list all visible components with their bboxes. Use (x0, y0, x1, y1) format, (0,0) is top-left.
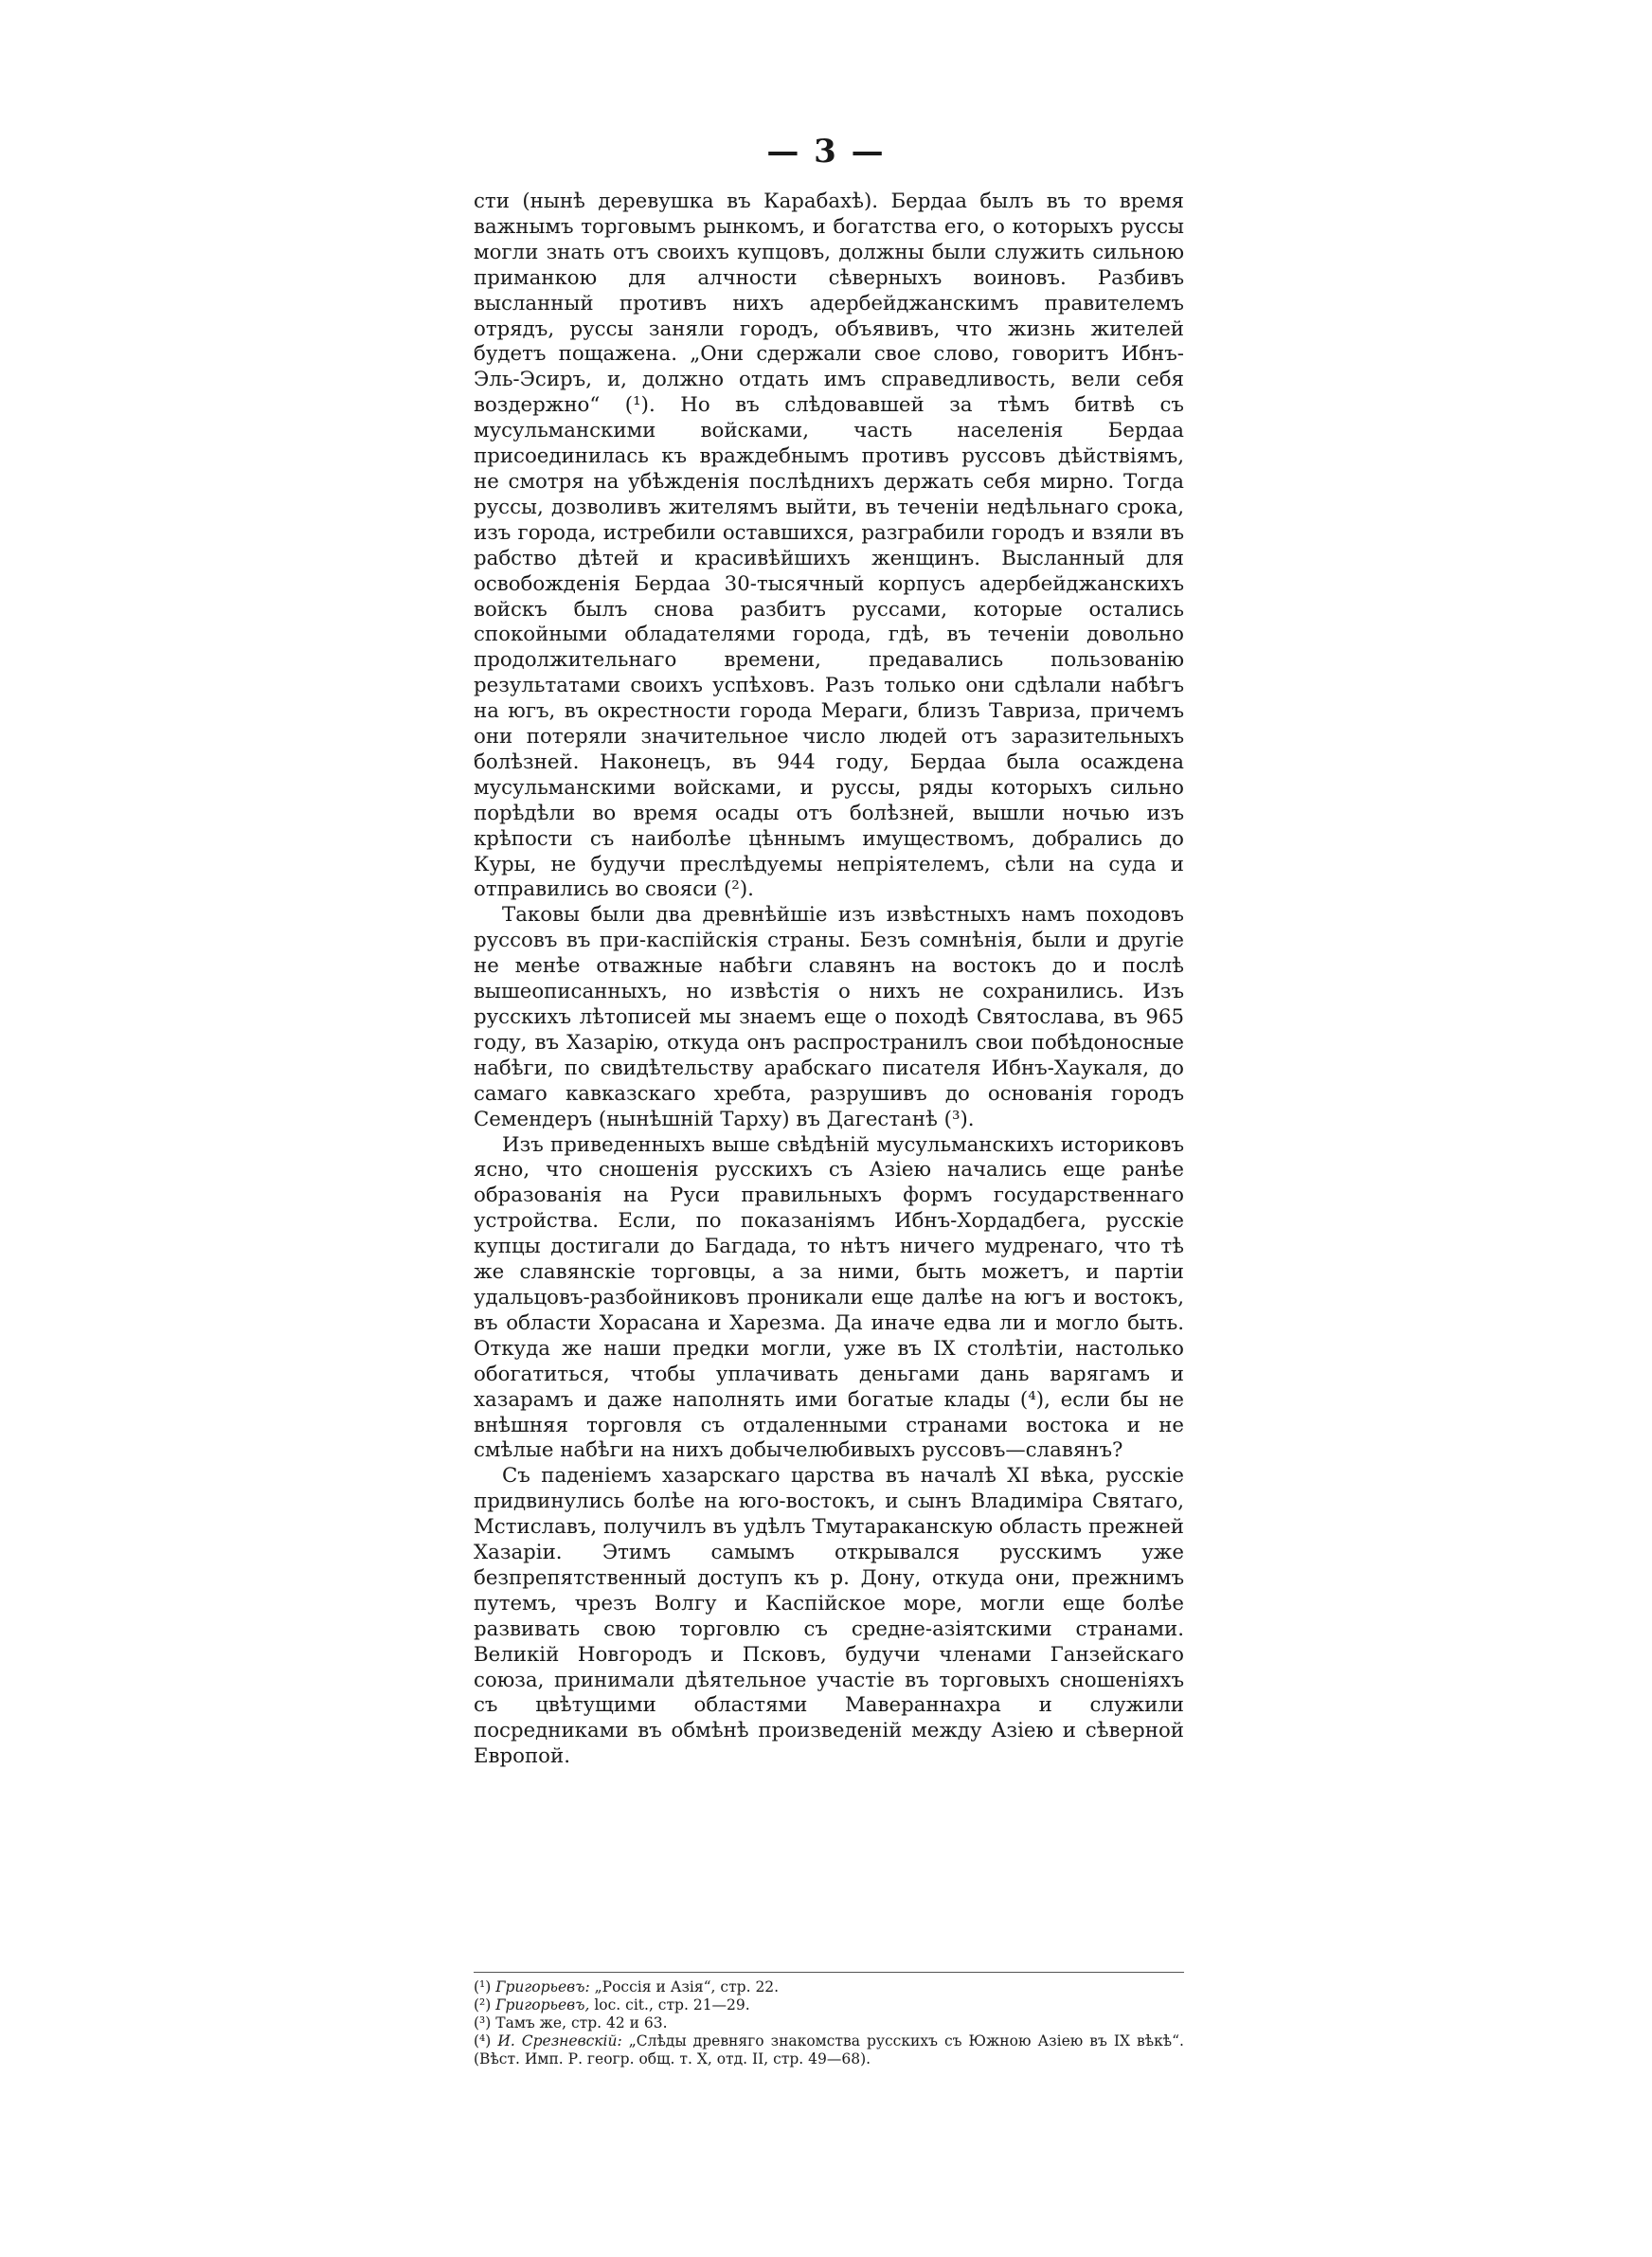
page-number: — 3 — (766, 133, 886, 171)
footnote-author: Григорьевъ: (495, 1978, 590, 1995)
footnote-4 (474, 2032, 1184, 2068)
footnote-mark: (¹) (474, 1978, 492, 1995)
footnote-mark: (⁴) (474, 2032, 492, 2049)
footnote-author: И. Срезневскій: (497, 2032, 622, 2049)
footnote-3 (474, 2014, 1184, 2032)
footnote-1 (474, 1978, 1184, 1996)
footnote-text: Тамъ же, стр. 42 и 63. (495, 2014, 668, 2031)
footnote-mark: (³) (474, 2014, 492, 2031)
paragraph-4: Съ паденіемъ хазарскаго царства въ началѣ XI вѣка, русскіе придвинулись болѣе на юго-востокъ, и сынъ Владиміра Святаго, Мстиславъ, получилъ въ удѣлъ Тмутараканскую область прежней Хазаріи. Этимъ самымъ открывался русскимъ уже безпрепятственный доступъ къ р. Дону, откуда они, прежнимъ путемъ, чрезъ Волгу и Каспійское море, могли еще болѣе развивать свою торговлю съ средне-азіятскими странами. Великій Новгородъ и Псковъ, будучи членами Ганзейскаго союза, принимали дѣятельное участіе въ торговыхъ сношеніяхъ съ цвѣтущими областями Мавераннахра и служили посредниками въ обмѣнѣ произведеній между Азіею и сѣверной Европой. (474, 1464, 1184, 1769)
footnote-text: „Россія и Азія“, стр. 22. (589, 1978, 780, 1995)
footnote-2 (474, 1996, 1184, 2014)
footnote-text: „Слѣды древняго знакомства русскихъ съ Южною Азіею въ IX вѣкѣ“. (Вѣст. Имп. Р. геогр. общ. т. X, отд. II, стр. 49—68). (474, 2032, 1184, 2067)
footnote-text: loc. cit., стр. 21—29. (589, 1996, 750, 2013)
footnotes (474, 1972, 1184, 2068)
body-text (474, 190, 1184, 1770)
footnote-author: Григорьевъ, (495, 1996, 590, 2013)
paragraph-2: Таковы были два древнѣйшіе изъ извѣстныхъ намъ походовъ руссовъ въ при-каспійскія страны. Безъ сомнѣнія, были и другіе не менѣе отважные набѣги славянъ на востокъ до и послѣ вышеописанныхъ, но извѣстія о нихъ не сохранились. Изъ русскихъ лѣтописей мы знаемъ еще о походѣ Святослава, въ 965 году, въ Хазарію, откуда онъ распространилъ свои побѣдоносные набѣги, по свидѣтельству арабскаго писателя Ибнъ-Хаукаля, до самаго кавказскаго хребта, разрушивъ до основанія городъ Семендеръ (нынѣшній Тарху) въ Дагестанѣ (³). (474, 903, 1184, 1131)
paragraph-1: сти (нынѣ деревушка въ Карабахѣ). Бердаа былъ въ то время важнымъ торговымъ рынкомъ, и богатства его, о которыхъ руссы могли знать отъ своихъ купцовъ, должны были служить сильною приманкою для алчности сѣверныхъ воиновъ. Разбивъ высланный противъ нихъ адербейджанскимъ правителемъ отрядъ, руссы заняли городъ, объявивъ, что жизнь жителей будетъ пощажена. „Они сдержали свое слово, говоритъ Ибнъ-Эль-Эсиръ, и, должно отдать имъ справедливость, вели себя воздержно“ (¹). Но въ слѣдовавшей за тѣмъ битвѣ съ мусульманскими войсками, часть населенія Бердаа присоединилась къ враждебнымъ противъ руссовъ дѣйствіямъ, не смотря на убѣжденія послѣднихъ держать себя мирно. Тогда руссы, дозволивъ жителямъ выйти, въ теченіи недѣльнаго срока, изъ города, истребили оставшихся, разграбили городъ и взяли въ рабство дѣтей и красивѣйшихъ женщинъ. Высланный для освобожденія Бердаа 30-тысячный корпусъ адербейджанскихъ войскъ былъ снова разбитъ руссами, которые остались спокойными обладателями города, гдѣ, въ теченіи довольно продолжительнаго времени, предавались пользованію результатами своихъ успѣховъ. Разъ только они сдѣлали набѣгъ на югъ, въ окрестности города Мераги, близъ Тавриза, причемъ они потеряли значительное число людей отъ заразительныхъ болѣзней. Наконецъ, въ 944 году, Бердаа была осаждена мусульманскими войсками, и руссы, ряды которыхъ сильно порѣдѣли во время осады отъ болѣзней, вышли ночью изъ крѣпости съ наиболѣе цѣннымъ имуществомъ, добрались до Куры, не будучи преслѣдуемы непріятелемъ, сѣли на суда и отправились во свояси (²). (474, 190, 1184, 902)
paragraph-3: Изъ приведенныхъ выше свѣдѣній мусульманскихъ историковъ ясно, что сношенія русскихъ съ Азіею начались еще ранѣе образованія на Руси правильныхъ формъ государственнаго устройства. Если, по показаніямъ Ибнъ-Хордадбега, русскіе купцы достигали до Багдада, то нѣтъ ничего мудренаго, что тѣ же славянскіе торговцы, а за ними, быть можетъ, и партіи удальцовъ-разбойниковъ проникали еще далѣе на югъ и востокъ, въ области Хорасана и Харезма. Да иначе едва ли и могло быть. Откуда же наши предки могли, уже въ IX столѣтіи, настолько обогатиться, чтобы уплачивать деньгами дань варягамъ и хазарамъ и даже наполнять ими богатые клады (⁴), если бы не внѣшняя торговля съ отдаленными странами востока и не смѣлые набѣги на нихъ добычелюбивыхъ руссовъ—славянъ? (474, 1132, 1184, 1463)
footnote-mark: (²) (474, 1996, 492, 2013)
